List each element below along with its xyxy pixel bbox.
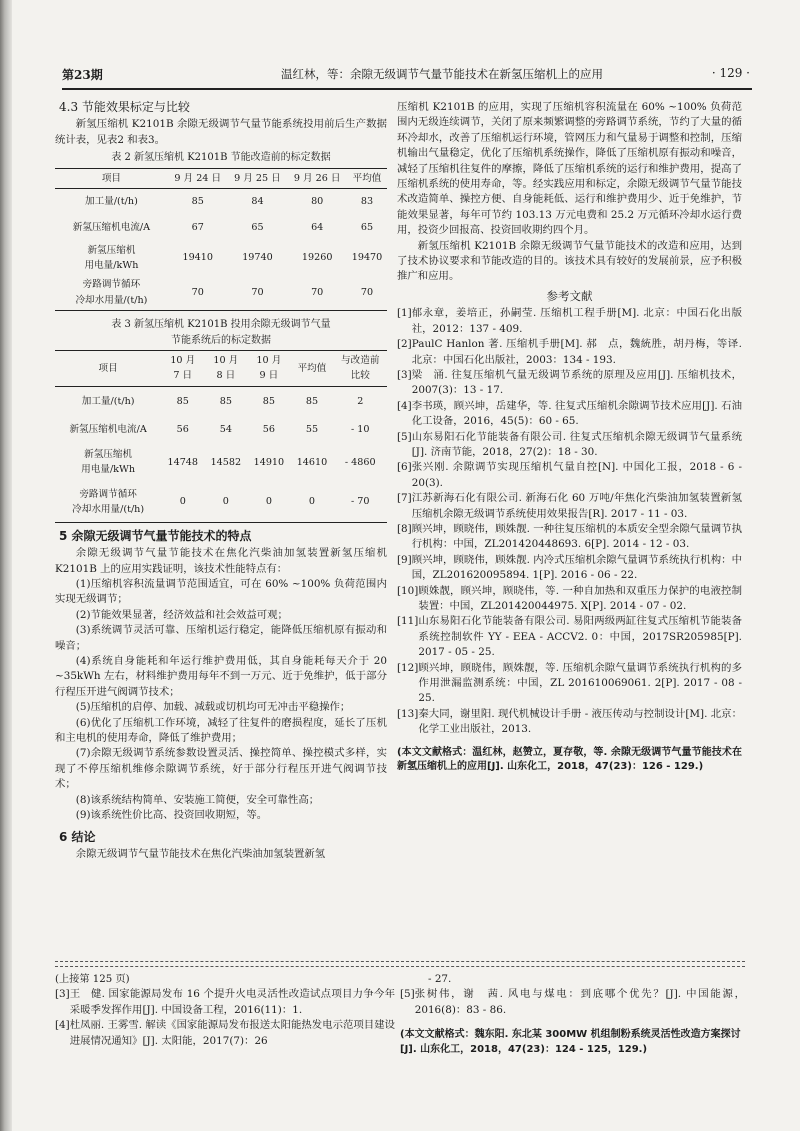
table-row — [55, 416, 387, 442]
table-2 — [55, 168, 387, 312]
ref-number: [10] — [397, 584, 419, 597]
table-cell: 56 — [176, 423, 189, 435]
ref-number: [3] — [55, 988, 70, 1001]
table-cell: 54 — [219, 423, 232, 435]
table-2-header: 9 月 26 日 — [287, 168, 347, 188]
table-3-header — [333, 350, 387, 386]
table-cell: 83 — [360, 196, 374, 208]
reference-item — [55, 987, 395, 1018]
reference-continuation: - 27. — [428, 973, 452, 985]
header-line: 8 日 — [216, 370, 236, 382]
ref-text: 江苏新海石化有限公司. 新海石化 60 万吨/年焦化汽柴油加氢装置新氢压缩机余隙无级调节系统使用效果报告[R]. 2017 - 11 - 03. — [411, 492, 742, 520]
table-cell: 加工量/(t/h) — [85, 196, 138, 208]
table-row — [55, 189, 387, 215]
ref-text: 杜凤丽. 王雾雪. 解读《国家能源局发布报送太阳能热发电示范项目建设进展情况通知》[J]. 太阳能，2017(7)：26 — [69, 1019, 395, 1047]
reference-item — [397, 661, 742, 707]
reference-item — [397, 553, 742, 584]
references-title: 参考文献 — [546, 288, 593, 303]
reference-item — [397, 337, 742, 368]
table-cell: 70 — [168, 275, 228, 310]
feature-item: (7)余隙无级调节系统参数设置灵活、操控简单、操控模式多样，实现了不停压缩机维修余隙调节系统，好于部分行程压开进气阀调节技术； — [55, 747, 387, 791]
feature-item: (8)该系统结构简单、安装施工简便，安全可靠性高； — [75, 793, 320, 806]
table-3 — [55, 350, 387, 523]
header-line: 10 月 — [256, 354, 282, 366]
table-cell — [55, 241, 168, 276]
table-cell: 70 — [228, 275, 288, 310]
ref-text: PaulC Hanlon 著. 压缩机手册[M]. 郝 点，魏統胜，胡丹梅，等译. 北京：中国石化出版社，2003：134 - 193. — [411, 338, 742, 366]
table-cell: 14610 — [296, 456, 328, 468]
reference-item — [397, 306, 742, 337]
section-6-text: 余隙无级调节气量节能技术在焦化汽柴油加氢装置新氢 — [75, 847, 326, 860]
section-6-title: 6 结论 — [59, 829, 96, 844]
header-line: 与改造前 — [341, 354, 380, 366]
feature-item: (6)优化了压缩机工作环境，减轻了往复件的磨损程度，延长了压机和主电机的使用寿命，降低了维护费用； — [55, 716, 387, 745]
table-row — [55, 386, 387, 416]
feature-item: (1)压缩机容积流量调节范围适宜，可在 60% ~100% 负荷范围内实现无级调节； — [55, 578, 387, 606]
table-cell: 19470 — [351, 252, 383, 264]
reference-item — [397, 460, 742, 491]
ref-number: [13] — [397, 707, 419, 720]
ref-text: 山东易阳石化节能装备有限公司. 易阳两级两缸往复式压缩机节能装备系统控制软件 YY - EEA - ACCV2. 0：中国，2017SR205985[P]. 2017 - 05 - 25. — [418, 615, 742, 659]
conclusion-paragraph: 压缩机 K2101B 的应用，实现了压缩机容积流量在 60% ~100% 负荷范围内无级连续调节，关闭了原来频繁调整的旁路调节系统，节约了大量的循环冷却水，改善了压缩机运行环境，管网压力和气量易于调整和控制，压缩机输出气量稳定，优化了压缩机系统操作，降低了压缩机原有振动和噪音，减轻了压缩机往复件的摩擦，降低了压缩机系统的运行和维护费用，提高了压缩机系统的使用寿命，等。经实践应用和标定，余隙无级调节气量节能技术改造简单、操控方便、自身能耗低、运行和维护费用少、近于免维护，节能效果显著，每年可节约 103.13 万元电费和 25.2 万元循环冷却水运行费用，投资少回报高、投资回收期约四个月。 — [397, 101, 742, 237]
table-3-header: 平均值 — [290, 350, 333, 386]
section-4-3-text: 新氢压缩机 K2101B 余隙无级调节气量节能系统投用前后生产数据统计表，见表2 和表3。 — [55, 118, 387, 146]
continued-references-right — [400, 972, 745, 1057]
table-cell: 64 — [311, 221, 324, 233]
ref-text: 张树伟，谢 茜. 风电与煤电：到底哪个优先？[J]. 中国能源，2016(8)：83 - 86. — [414, 988, 745, 1016]
table-3-header: 项目 — [55, 350, 161, 386]
section-5-intro: 余隙无级调节气量节能技术在焦化汽柴油加氢装置新氢压缩机 K2101B 上的应用实践证明，该技术性能特点有： — [55, 547, 387, 575]
table-3-caption — [55, 317, 387, 348]
table-2-header: 项目 — [55, 168, 168, 188]
ref-text: 顾兴坤，顾晓伟，顾姝靓. 一种往复压缩机的本质安全型余隙气量调节执行机构：中国，ZL201420448693. 6[P]. 2014 - 12 - 03. — [411, 522, 742, 551]
table-cell: 85 — [262, 395, 275, 407]
table-cell: - 70 — [333, 482, 387, 522]
feature-item: (4)系统自身能耗和年运行维护费用低，其自身能耗每天介于 20 ~35kWh 左右，材料维护费用每年不到一万元、近于免维护，低于部分行程压开进气阀调节技术； — [55, 655, 387, 698]
section-4-3-title: 4.3 节能效果标定与比较 — [59, 100, 190, 114]
table-cell: 85 — [191, 196, 204, 208]
table-cell: 0 — [161, 482, 204, 522]
reference-item — [55, 1018, 395, 1049]
ref-text: 郁永章，姜培正，孙嗣莹. 压缩机工程手册[M]. 北京：中国石化出版社，2012：137 - 409. — [411, 307, 742, 335]
caption-line: 节能系统后的标定数据 — [171, 334, 271, 346]
table-cell: 14748 — [167, 456, 199, 468]
ref-text: 顾兴坤，顾晓伟，顾姝靓，等. 压缩机余隙气量调节系统执行机构的多作用泄漏监测系统：中国，ZL 201610069061. 2[P]. 2017 - 08 - 25. — [418, 661, 742, 705]
table-2-header: 9 月 25 日 — [228, 168, 288, 188]
running-title: 温红林，等：余隙无级调节气量节能技术在新氢压缩机上的应用 — [281, 67, 603, 81]
table-cell: 56 — [262, 423, 275, 435]
table-cell: 55 — [305, 423, 319, 435]
cell-line: 旁路调节循环 — [82, 279, 141, 291]
header-line: 10 月 — [170, 354, 196, 366]
citation-format: (本文文献格式：魏东阳. 东北某 300MW 机组制粉系统灵活性改造方案探讨[J]. 山东化工，2018，47(23)：124 - 125，129.) — [400, 1029, 741, 1055]
header-line: 9 日 — [259, 370, 279, 382]
table-cell: 85 — [219, 395, 232, 407]
section-5-title: 5 余隙无级调节气量节能技术的特点 — [59, 528, 252, 543]
cell-line: 用电量/kWh — [81, 464, 136, 476]
table-cell: 19410 — [182, 252, 213, 264]
reference-item — [397, 707, 742, 738]
ref-text: 王 健. 国家能源局发布 16 个提升火电灵活性改造试点项目力争今年采暖季发挥作用[J]. 中国设备工程，2016(11)：1. — [69, 988, 395, 1016]
table-cell: 85 — [305, 395, 319, 407]
feature-item: (2)节能效果显著，经济效益和社会效益可观； — [75, 608, 288, 621]
table-2-header: 平均值 — [347, 168, 387, 188]
ref-text: 李书瑛，顾兴坤，岳建华，等. 往复式压缩机余隙调节技术应用[J]. 石油化工设备，2016，45(5)：60 - 65. — [411, 399, 742, 428]
cell-line: 冷却水用量/(t/h) — [75, 294, 148, 306]
feature-item: (5)压缩机的启停、加载、减载或切机均可无冲击平稳操作； — [75, 701, 351, 714]
ref-text: 顾兴坤，顾晓伟，顾姝靓. 内冷式压缩机余隙气量调节系统执行机构：中国，ZL201620095894. 1[P]. 2016 - 06 - 22. — [411, 553, 742, 582]
binding-shadow — [0, 0, 12, 1131]
ref-text: 张兴刚. 余隙调节实现压缩机气量自控[N]. 中国化工报，2018 - 6 - 20(3). — [411, 461, 742, 489]
table-2-caption: 表 2 新氢压缩机 K2101B 节能改造前的标定数据 — [111, 152, 331, 164]
ref-number: [7] — [397, 492, 412, 505]
table-3-header — [247, 350, 290, 386]
table-row — [55, 215, 387, 241]
ref-number: [11] — [397, 615, 419, 628]
feature-item: (9)该系统性价比高、投资回收期短，等。 — [75, 809, 268, 822]
issue-number: 第23期 — [62, 68, 103, 82]
table-cell: - 4860 — [344, 456, 376, 468]
continued-from-note: (上接第 125 页) — [55, 974, 130, 985]
page-number: · 129 · — [711, 66, 750, 80]
table-cell: 19740 — [242, 252, 273, 264]
reference-item — [397, 522, 742, 553]
reference-item — [397, 491, 742, 522]
table-cell: 0 — [290, 482, 333, 522]
table-cell: 0 — [247, 482, 290, 522]
table-cell: 65 — [360, 221, 374, 233]
table-cell — [55, 275, 168, 310]
header-line: 比较 — [350, 370, 370, 382]
reference-list — [397, 306, 742, 737]
reference-item — [397, 368, 742, 399]
table-3-header — [204, 350, 247, 386]
table-row — [55, 275, 387, 310]
ref-number: [8] — [397, 522, 412, 535]
header-line: 10 月 — [213, 354, 239, 366]
table-cell: 84 — [251, 196, 264, 208]
cell-line: 新氢压缩机 — [84, 448, 133, 460]
table-cell: 70 — [347, 275, 387, 310]
caption-line: 表 3 新氢压缩机 K2101B 投用余隙无级调节气量 — [111, 319, 331, 331]
table-cell: - 10 — [350, 423, 370, 435]
table-cell: 70 — [287, 275, 347, 310]
cell-line: 旁路调节循环 — [79, 488, 137, 500]
continued-references-left — [55, 972, 395, 1049]
table-row — [55, 442, 387, 482]
reference-item — [400, 987, 745, 1018]
reference-item — [397, 614, 742, 660]
ref-number: [5] — [397, 430, 412, 443]
table-cell: 新氢压缩机电流/A — [69, 423, 147, 435]
left-column — [55, 100, 387, 862]
ref-number: [2] — [397, 338, 412, 351]
ref-number: [9] — [397, 553, 412, 566]
table-cell: 19260 — [301, 252, 333, 264]
ref-text: 梁 涌. 往复压缩机气量无级调节系统的原理及应用[J]. 压缩机技术，2007(3)：13 - 17. — [411, 368, 742, 397]
table-row — [55, 482, 387, 522]
reference-item — [397, 430, 742, 461]
reference-item — [397, 584, 742, 615]
feature-item: (3)系统调节灵活可靠、压缩机运行稳定，能降低压缩机原有振动和噪音； — [55, 624, 387, 652]
table-row — [55, 241, 387, 276]
ref-number: [4] — [55, 1019, 70, 1032]
ref-number: [6] — [397, 461, 412, 474]
reference-item — [397, 399, 742, 430]
ref-text: 秦大同，谢里阳. 现代机械设计手册 - 液压传动与控制设计[M]. 北京：化学工业出版社，2013. — [418, 707, 742, 736]
ref-number: [4] — [397, 399, 412, 412]
right-column — [397, 100, 742, 775]
table-cell: 65 — [251, 221, 264, 233]
citation-format: (本文文献格式：温红林，赵赞立，夏存敬，等. 余隙无级调节气量节能技术在新氢压缩机上的应用[J]. 山东化工，2018，47(23)：126 - 129.) — [397, 746, 742, 773]
table-cell — [55, 442, 161, 482]
cell-line: 新氢压缩机 — [87, 244, 136, 256]
conclusion-paragraph: 新氢压缩机 K2101B 余隙无级调节气量节能技术的改造和应用，达到了技术协议要求和节能改造的目的。该技术具有较好的发展前景，应予积极推广和应用。 — [397, 239, 742, 283]
table-2-header: 9 月 24 日 — [168, 168, 228, 188]
section-divider — [55, 961, 745, 967]
cell-line: 冷却水用量/(t/h) — [72, 504, 145, 516]
ref-number: [5] — [400, 988, 415, 1001]
table-cell — [55, 482, 161, 522]
header-line: 7 日 — [173, 370, 193, 382]
ref-text: 顾姝靓，顾兴坤，顾晓伟，等. 一种自加热和双重压力保护的电液控制装置：中国，ZL201420044975. X[P]. 2014 - 07 - 02. — [418, 584, 742, 612]
ref-number: [12] — [397, 661, 419, 674]
table-cell: 67 — [191, 221, 204, 233]
table-cell: 加工量/(t/h) — [81, 395, 135, 407]
cell-line: 用电量/kWh — [84, 259, 139, 271]
table-cell: 新氢压缩机电流/A — [72, 221, 151, 233]
ref-number: [3] — [397, 368, 412, 381]
table-cell: 2 — [357, 395, 364, 407]
table-cell: 80 — [311, 196, 324, 208]
table-cell: 14582 — [210, 456, 242, 468]
ref-text: 山东易阳石化节能装备有限公司. 往复式压缩机余隙无级调节气量系统[J]. 济南节能，2018，27(2)：18 - 30. — [411, 430, 742, 458]
table-cell: 0 — [204, 482, 247, 522]
ref-number: [1] — [397, 307, 412, 320]
table-3-header — [161, 350, 204, 386]
table-cell: 14910 — [253, 456, 285, 468]
running-header — [62, 60, 752, 90]
table-cell: 85 — [176, 395, 189, 407]
